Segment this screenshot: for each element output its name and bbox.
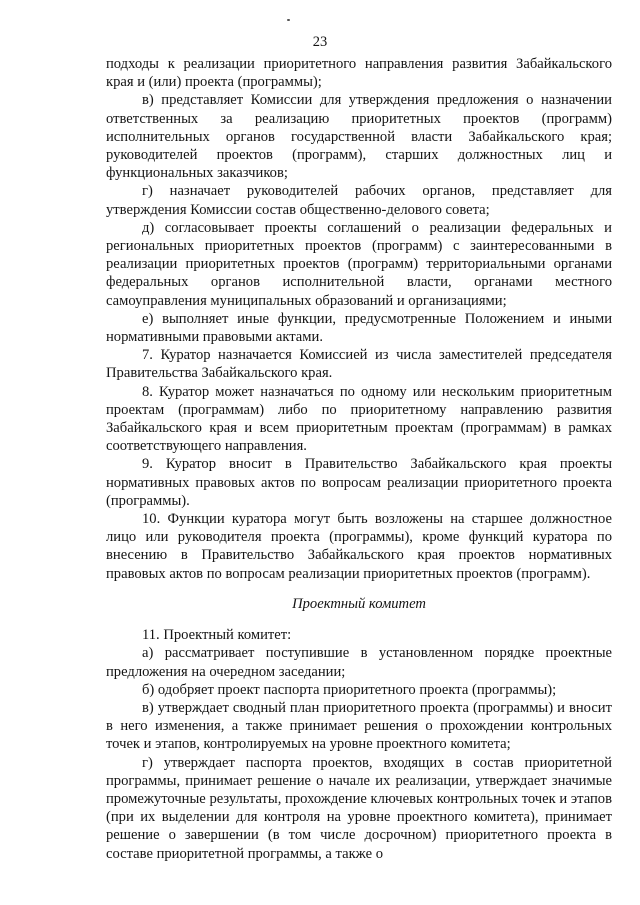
document-body	[106, 55, 612, 863]
paragraph-item-d: д) согласовывает проекты соглашений о реализации федеральных и региональных приоритетных проектов (программ) с заинтересованными в реализации приоритетных проектов (программ) территориальными органами федеральных органов исполнительной власти, органами местного самоуправления муниципальных образований и организациями;	[106, 219, 612, 309]
paragraph-item-v: в) представляет Комиссии для утверждения предложения о назначении ответственных за реализацию приоритетных проектов (программ) исполнительных органов государственной власти Забайкальского края; руководителей проектов (программ), старших должностных лиц и функциональных заказчиков;	[106, 92, 612, 182]
paragraph-item-a: а) рассматривает поступившие в установленном порядке проектные предложения на очередном заседании;	[106, 645, 612, 680]
paragraph-item-g-2: г) утверждает паспорта проектов, входящих в состав приоритетной программы, принимает решение о начале их реализации, утверждает значимые промежуточные результаты, прохождение ключевых контрольных точек и этапов (при их выделении для контроля на уровне проектного комитета), принимает решение о завершении (в том числе досрочном) приоритетного проекта в составе приоритетной программы, а также о	[106, 754, 612, 862]
paragraph-item-v-2: в) утверждает сводный план приоритетного проекта (программы) и вносит в него изменения, а также принимает решения о прохождении контрольных точек и этапов, контролируемых на уровне проектного комитета;	[106, 699, 612, 753]
paragraph-clause-7: 7. Куратор назначается Комиссией из числа заместителей председателя Правительства Забайкальского края.	[106, 347, 612, 382]
paragraph-clause-9: 9. Куратор вносит в Правительство Забайкальского края проекты нормативных правовых актов по вопросам реализации приоритетного проекта (программы).	[106, 456, 612, 509]
section-heading: Проектный комитет	[292, 595, 426, 612]
paragraph-item-e: е) выполняет иные функции, предусмотренные Положением и иными нормативными правовыми актами.	[106, 310, 612, 346]
paragraph-clause-11: 11. Проектный комитет:	[142, 627, 292, 644]
paragraph-clause-10: 10. Функции куратора могут быть возложены на старшее должностное лицо или руководителя проекта (программы), кроме функций куратора по внесению в Правительство Забайкальского края проектов нормативных правовых актов по вопросам реализации приоритетных проектов (программ).	[106, 511, 612, 582]
paragraph-continuation: подходы к реализации приоритетного направления развития Забайкальского края и (или) проекта (программы);	[106, 56, 612, 91]
paragraph-item-g: г) назначает руководителей рабочих органов, представляет для утверждения Комиссии состав общественно-делового совета;	[106, 183, 612, 218]
scan-dot-mark	[287, 19, 290, 21]
paragraph-item-b: б) одобряет проект паспорта приоритетного проекта (программы);	[142, 681, 557, 698]
paragraph-clause-8: 8. Куратор может назначаться по одному или нескольким приоритетным проектам (программам) либо по приоритетному направлению развития Забайкальского края и всем приоритетным проектам (программам) в рамках соответствующего направления.	[106, 383, 612, 455]
page-number: 23	[312, 34, 328, 50]
